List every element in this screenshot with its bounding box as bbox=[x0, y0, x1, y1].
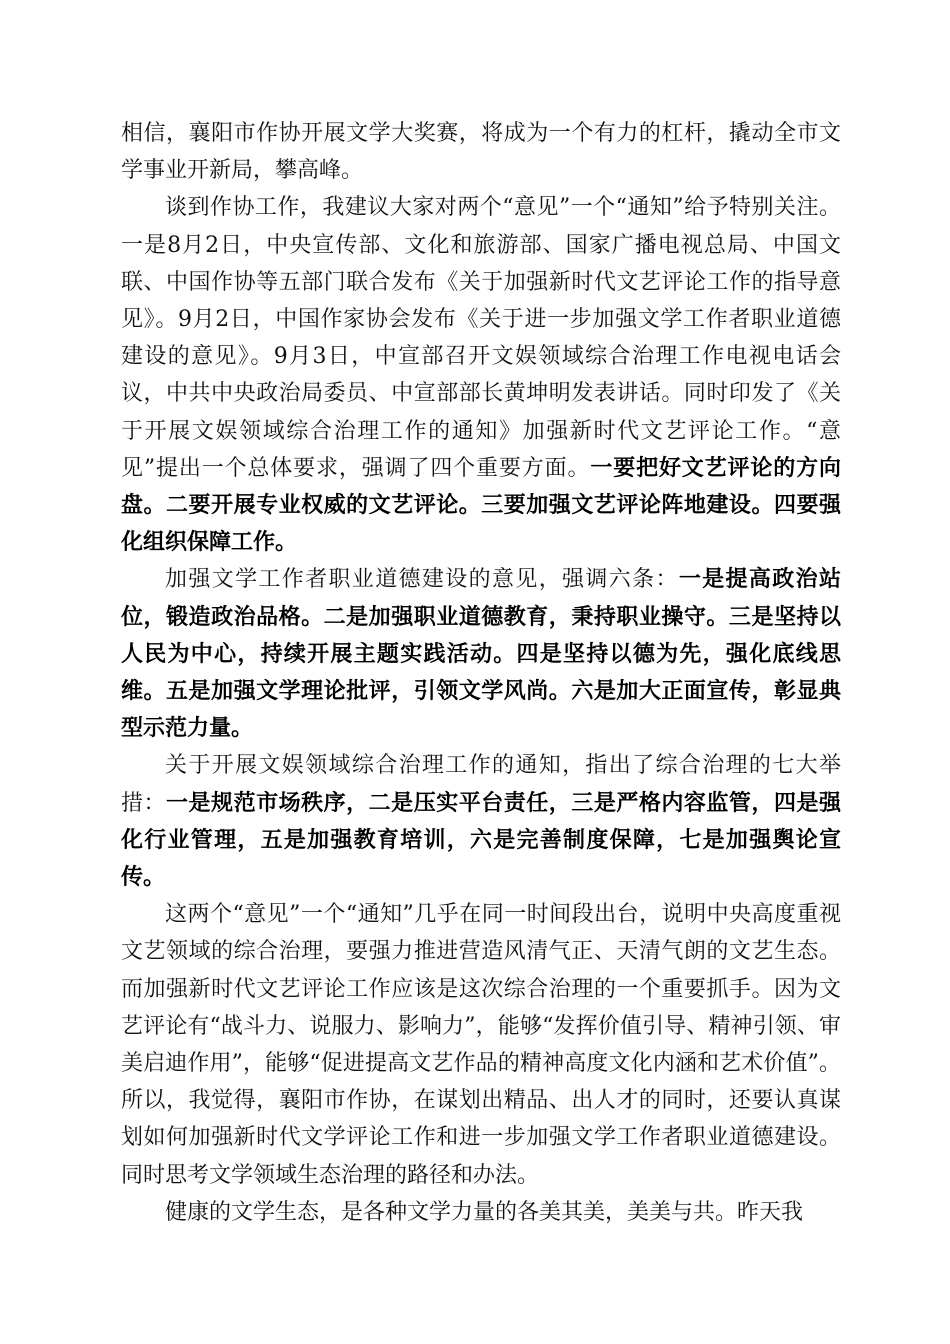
paragraph-5 bbox=[121, 896, 841, 1194]
text-run: 谈到作协工作，我建议大家对两个“意见”一个“通知”给予特别关注。一是8月2日，中央宣传部、文化和旅游部、国家广播电视总局、中国文联、中国作协等五部门联合发布《关于加强新时代文艺评论工作的指导意见》。9月2日，中国作家协会发布《关于进一步加强文学工作者职业道德建设的意见》。9月3日，中宣部召开文娱领域综合治理工作电视电话会议，中共中央政治局委员、中宣部部长黄坤明发表讲话。同时印发了《关于开展文娱领域综合治理工作的通知》加强新时代文艺评论工作。“意见”提出一个总体要求，强调了四个重要方面。 bbox=[121, 195, 841, 481]
text-run: 关于开展文娱领域综合治理工作的通知，指出了综合治理的七大举措： bbox=[121, 753, 841, 816]
paragraph-4 bbox=[121, 747, 841, 896]
text-run: 加强文学工作者职业道德建设的意见，强调六条： bbox=[165, 567, 679, 593]
paragraph-2 bbox=[121, 189, 841, 561]
bold-text-run: 一是规范市场秩序，二是压实平台责任，三是严格内容监管，四是强化行业管理，五是加强教育培训，六是完善制度保障，七是加强舆论宣传。 bbox=[121, 789, 841, 891]
text-run: 这两个“意见”一个“通知”几乎在同一时间段出台，说明中央高度重视文艺领域的综合治理，要强力推进营造风清气正、天清气朗的文艺生态。而加强新时代文艺评论工作应该是这次综合治理的一个重要抓手。因为文艺评论有“战斗力、说服力、影响力”，能够“发挥价值引导、精神引领、审美启迪作用”，能够“促进提高文艺作品的精神高度文化内涵和艺术价值”。所以，我觉得，襄阳市作协，在谋划出精品、出人才的同时，还要认真谋划如何加强新时代文学评论工作和进一步加强文学工作者职业道德建设。同时思考文学领域生态治理的路径和办法。 bbox=[121, 902, 841, 1188]
paragraph-1 bbox=[121, 115, 841, 189]
body-text bbox=[121, 115, 841, 1231]
text-run: 相信，襄阳市作协开展文学大奖赛，将成为一个有力的杠杆，撬动全市文学事业开新局，攀高峰。 bbox=[121, 121, 841, 184]
text-run: 健康的文学生态，是各种文学力量的各美其美，美美与共。昨天我 bbox=[165, 1199, 804, 1225]
paragraph-3 bbox=[121, 561, 841, 747]
bold-text-run: 一是提高政治站位，锻造政治品格。二是加强职业道德教育，秉持职业操守。三是坚持以人民为中心，持续开展主题实践活动。四是坚持以德为先，强化底线思维。五是加强文学理论批评，引领文学风尚。六是加大正面宣传，彰显典型示范力量。 bbox=[121, 566, 841, 742]
paragraph-6 bbox=[121, 1194, 841, 1231]
bold-text-run: 一要把好文艺评论的方向盘。二要开展专业权威的文艺评论。三要加强文艺评论阵地建设。四要强化组织保障工作。 bbox=[121, 454, 841, 556]
